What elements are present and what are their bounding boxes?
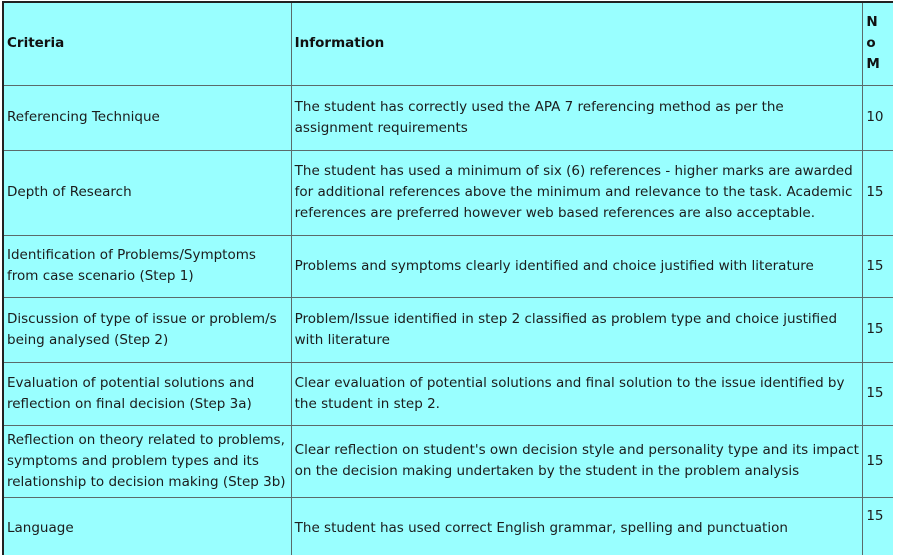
- criteria-cell: Identification of Problems/Symptoms from case scenario (Step 1): [3, 235, 291, 297]
- information-cell: Problem/Issue identified in step 2 classified as problem type and choice justified with literature: [291, 297, 863, 362]
- table-row: [3, 235, 903, 297]
- table-row: [3, 85, 903, 150]
- header-marks-line: N: [866, 14, 878, 31]
- marks-cell: 15: [863, 235, 903, 297]
- information-cell: Problems and symptoms clearly identified and choice justified with literature: [291, 235, 863, 297]
- information-cell: Clear reflection on student's own decision style and personality type and its impact on the decision making undertaken by the student in the problem analysis: [291, 425, 863, 497]
- header-information: Information: [291, 2, 863, 85]
- information-cell: The student has correctly used the APA 7 referencing method as per the assignment requirements: [291, 85, 863, 150]
- information-cell: The student has used a minimum of six (6) references - higher marks are awarded for additional references above the minimum and relevance to the task. Academic references are preferred however web based references are also acceptable.: [291, 150, 863, 235]
- viewport-edge: [893, 0, 903, 555]
- header-marks-line: o: [866, 35, 876, 52]
- information-cell: The student has used correct English grammar, spelling and punctuation: [291, 497, 863, 555]
- table-row: [3, 150, 903, 235]
- table-row: [3, 297, 903, 362]
- criteria-cell: Reflection on theory related to problems, symptoms and problem types and its relationship to decision making (Step 3b): [3, 425, 291, 497]
- table-row: [3, 362, 903, 425]
- marks-cell: 15: [863, 497, 903, 555]
- marks-cell: 15: [863, 362, 903, 425]
- marks-cell: 15: [863, 425, 903, 497]
- criteria-cell: Referencing Technique: [3, 85, 291, 150]
- criteria-cell: Depth of Research: [3, 150, 291, 235]
- criteria-cell: Evaluation of potential solutions and reflection on final decision (Step 3a): [3, 362, 291, 425]
- criteria-cell: Discussion of type of issue or problem/s being analysed (Step 2): [3, 297, 291, 362]
- header-row: [3, 2, 903, 85]
- marks-cell: 15: [863, 297, 903, 362]
- rubric-table: [2, 1, 903, 555]
- table-row: [3, 425, 903, 497]
- information-cell: Clear evaluation of potential solutions and final solution to the issue identified by the student in step 2.: [291, 362, 863, 425]
- criteria-cell: Language: [3, 497, 291, 555]
- marks-cell: 10: [863, 85, 903, 150]
- header-criteria: Criteria: [3, 2, 291, 85]
- table-row: [3, 497, 903, 555]
- marks-cell: 15: [863, 150, 903, 235]
- header-marks-line: M: [866, 56, 880, 73]
